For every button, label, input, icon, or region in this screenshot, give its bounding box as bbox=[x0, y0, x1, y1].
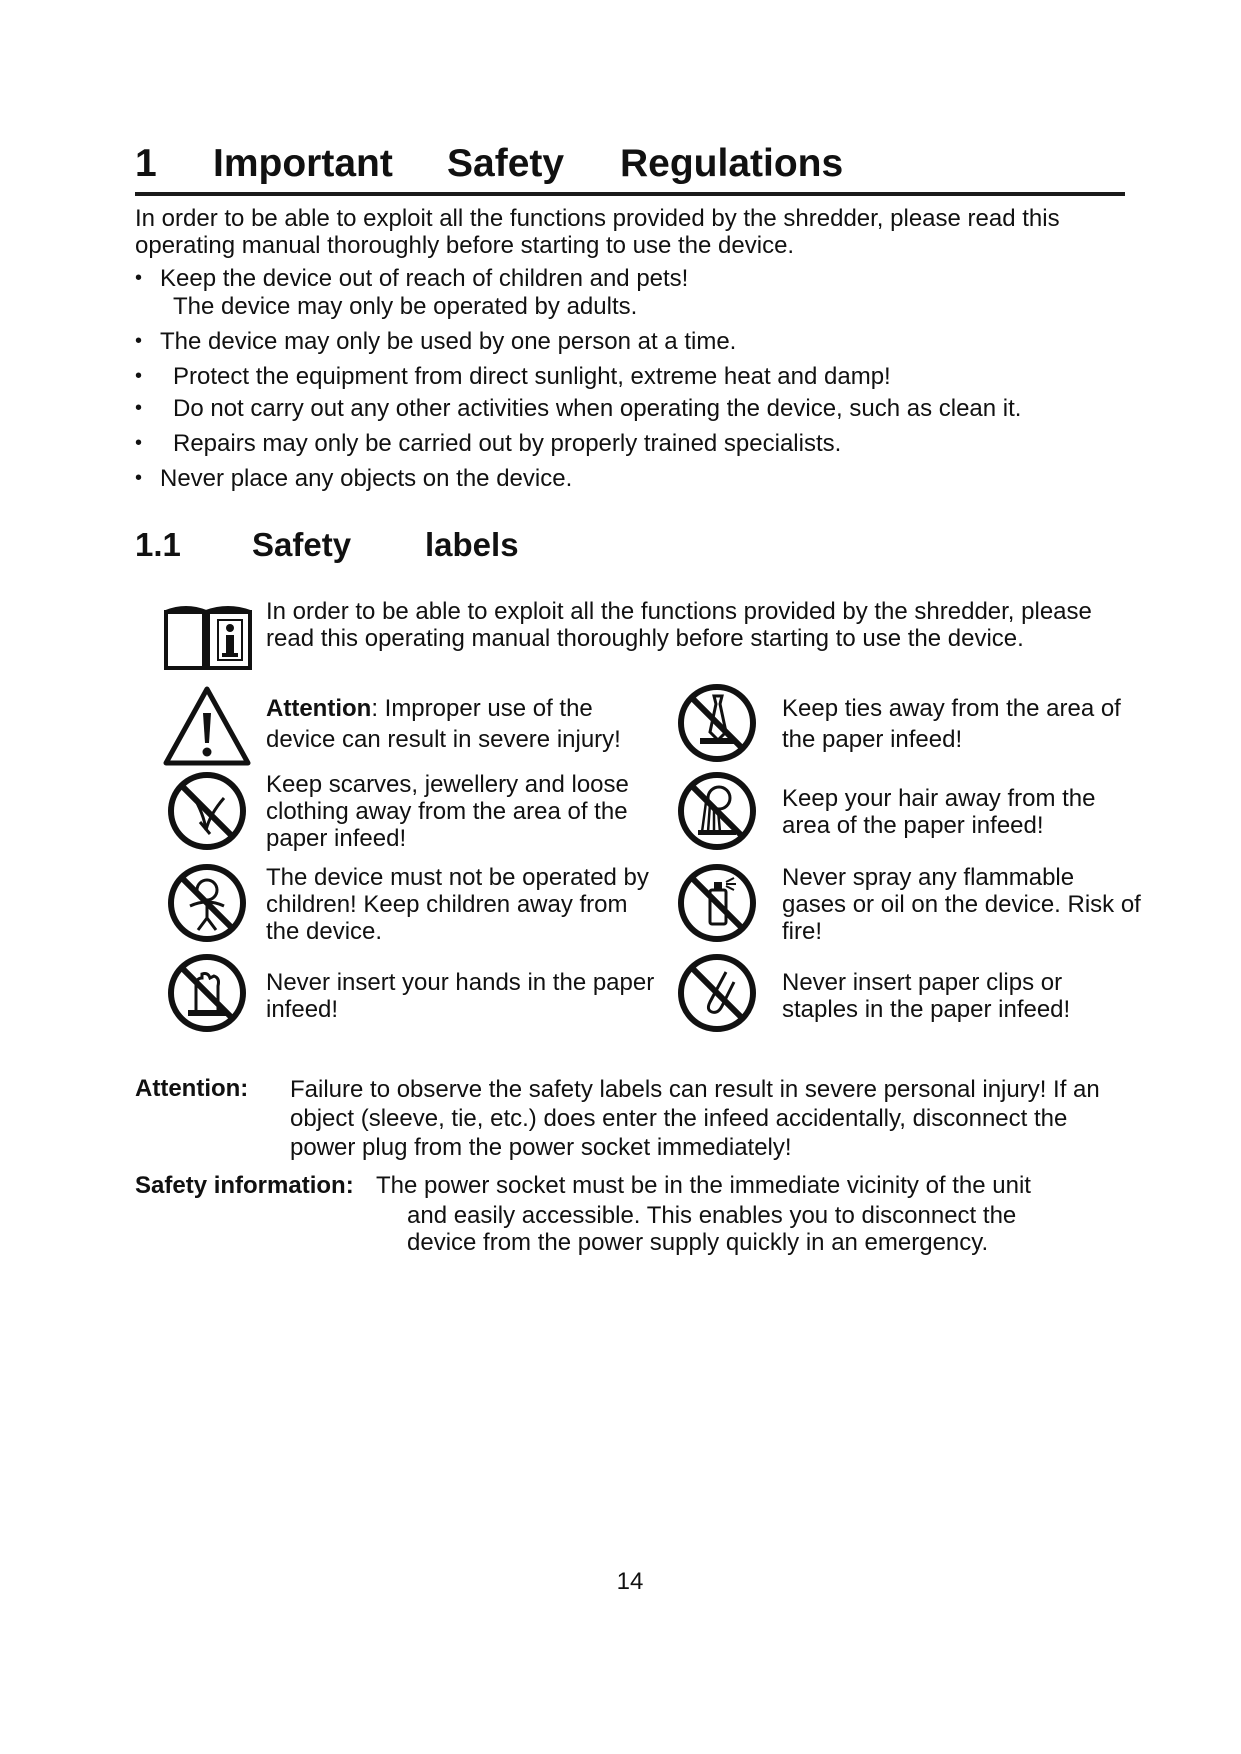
label-ties-text: Keep ties away from the area of the paper infeed! bbox=[782, 695, 1121, 753]
heading-word-regulations: Regulations bbox=[620, 142, 844, 185]
subheading-word-labels: labels bbox=[425, 526, 519, 563]
label-children-text: The device must not be operated by children! Keep children away from the device. bbox=[266, 864, 649, 945]
bullet-icon: • bbox=[135, 432, 143, 454]
no-hands-icon bbox=[166, 952, 248, 1034]
no-ties-icon bbox=[676, 682, 758, 764]
bullet-icon: • bbox=[135, 330, 143, 352]
bullet-icon: • bbox=[135, 267, 143, 289]
safety-information-first-line: The power socket must be in the immediate vicinity of the unit bbox=[376, 1172, 1031, 1199]
no-scarves-icon bbox=[166, 770, 248, 852]
no-hair-icon bbox=[676, 770, 758, 852]
attention-keyword: Attention bbox=[266, 695, 372, 722]
label-clips-text: Never insert paper clips or staples in the paper infeed! bbox=[782, 969, 1071, 1023]
warning-triangle-icon bbox=[162, 685, 252, 767]
subsection-heading bbox=[135, 528, 835, 568]
label-spray-text: Never spray any flammable gases or oil on the device. Risk of fire! bbox=[782, 864, 1141, 945]
no-paper-clips-icon bbox=[676, 952, 758, 1034]
bullet-icon: • bbox=[135, 365, 143, 387]
subsection-number: 1.1 bbox=[135, 526, 181, 563]
bullet-icon: • bbox=[135, 397, 143, 419]
manual-page: 1 Important Safety Regulations In order to be able to exploit all the functions provided by the shredder, please read this operating manual thoroughly before starting to use the device. • Keep the device out of reach of children and pets! The device may only be operated by adults. • The device may only be used by one person at a time. • Protect the equipment from direct sunlight, extreme heat and damp! • Do not carry out any other activities when operating the device, such as clean it. • Repairs may only be carried out by properly trained specialists. • Never place any objects on the device. 1.1 Safety labels In order to be able to exploit all the functions provided by the shredder, please read this operating manual thoroughly before starting to use the device. Attention: Improper use of the device can result in severe injury! Keep scarves, jewellery and loose clothing away from the area of the paper infeed! The device must not be operated by children! Keep children away from the device. Never insert your hands in the paper infeed! Keep ties away from the area of the paper infeed! Keep your hair away from the area of the paper infeed! Never spray any flammable gases or oil on the device. Risk of fire! Never insert paper clips or staples in the paper infeed! Attention: Failure to observe the safety labels can result in severe personal injury! If an object (sleeve, tie, etc.) does enter the infeed accidentally, disconnect the power plug from the power socket immediately! Safety information: The power socket must be in the immediate vicinity of the unit and easily accessible. This enables you to disconnect the device from the power supply quickly in an emergency. 14 bbox=[135, 142, 1141, 1595]
heading-word-important: Important bbox=[213, 142, 393, 185]
section-heading bbox=[135, 140, 1125, 196]
subheading-word-safety: Safety bbox=[252, 526, 352, 563]
safety-information-text: and easily accessible. This enables you to disconnect the device from the power supply quickly in an emergency. bbox=[407, 1202, 1017, 1256]
heading-word-safety: Safety bbox=[447, 142, 565, 185]
manual-note: In order to be able to exploit all the functions provided by the shredder, please read this operating manual thoroughly before starting to use the device. bbox=[266, 598, 1092, 652]
section-number: 1 bbox=[135, 142, 157, 185]
label-hands-text: Never insert your hands in the paper infeed! bbox=[266, 969, 655, 1023]
no-spray-icon bbox=[676, 862, 758, 944]
label-hair-text: Keep your hair away from the area of the paper infeed! bbox=[782, 785, 1096, 839]
label-attention-text: Attention: Improper use of the device can result in severe injury! bbox=[266, 695, 621, 753]
no-children-icon bbox=[166, 862, 248, 944]
attention-label: Attention: bbox=[135, 1075, 249, 1102]
read-manual-icon bbox=[162, 600, 254, 672]
attention-text: Failure to observe the safety labels can result in severe personal injury! If an object (sleeve, tie, etc.) does enter the infeed accidentally, disconnect the power plug from the power socket immediately! bbox=[290, 1076, 1100, 1161]
page-number: 14 bbox=[616, 1568, 644, 1595]
safety-information-label: Safety information: bbox=[135, 1172, 354, 1199]
intro-paragraph: In order to be able to exploit all the functions provided by the shredder, please read this operating manual thoroughly before starting to use the device. bbox=[135, 205, 1060, 259]
label-scarves-text: Keep scarves, jewellery and loose clothing away from the area of the paper infeed! bbox=[266, 771, 629, 852]
bullet-icon: • bbox=[135, 467, 143, 489]
